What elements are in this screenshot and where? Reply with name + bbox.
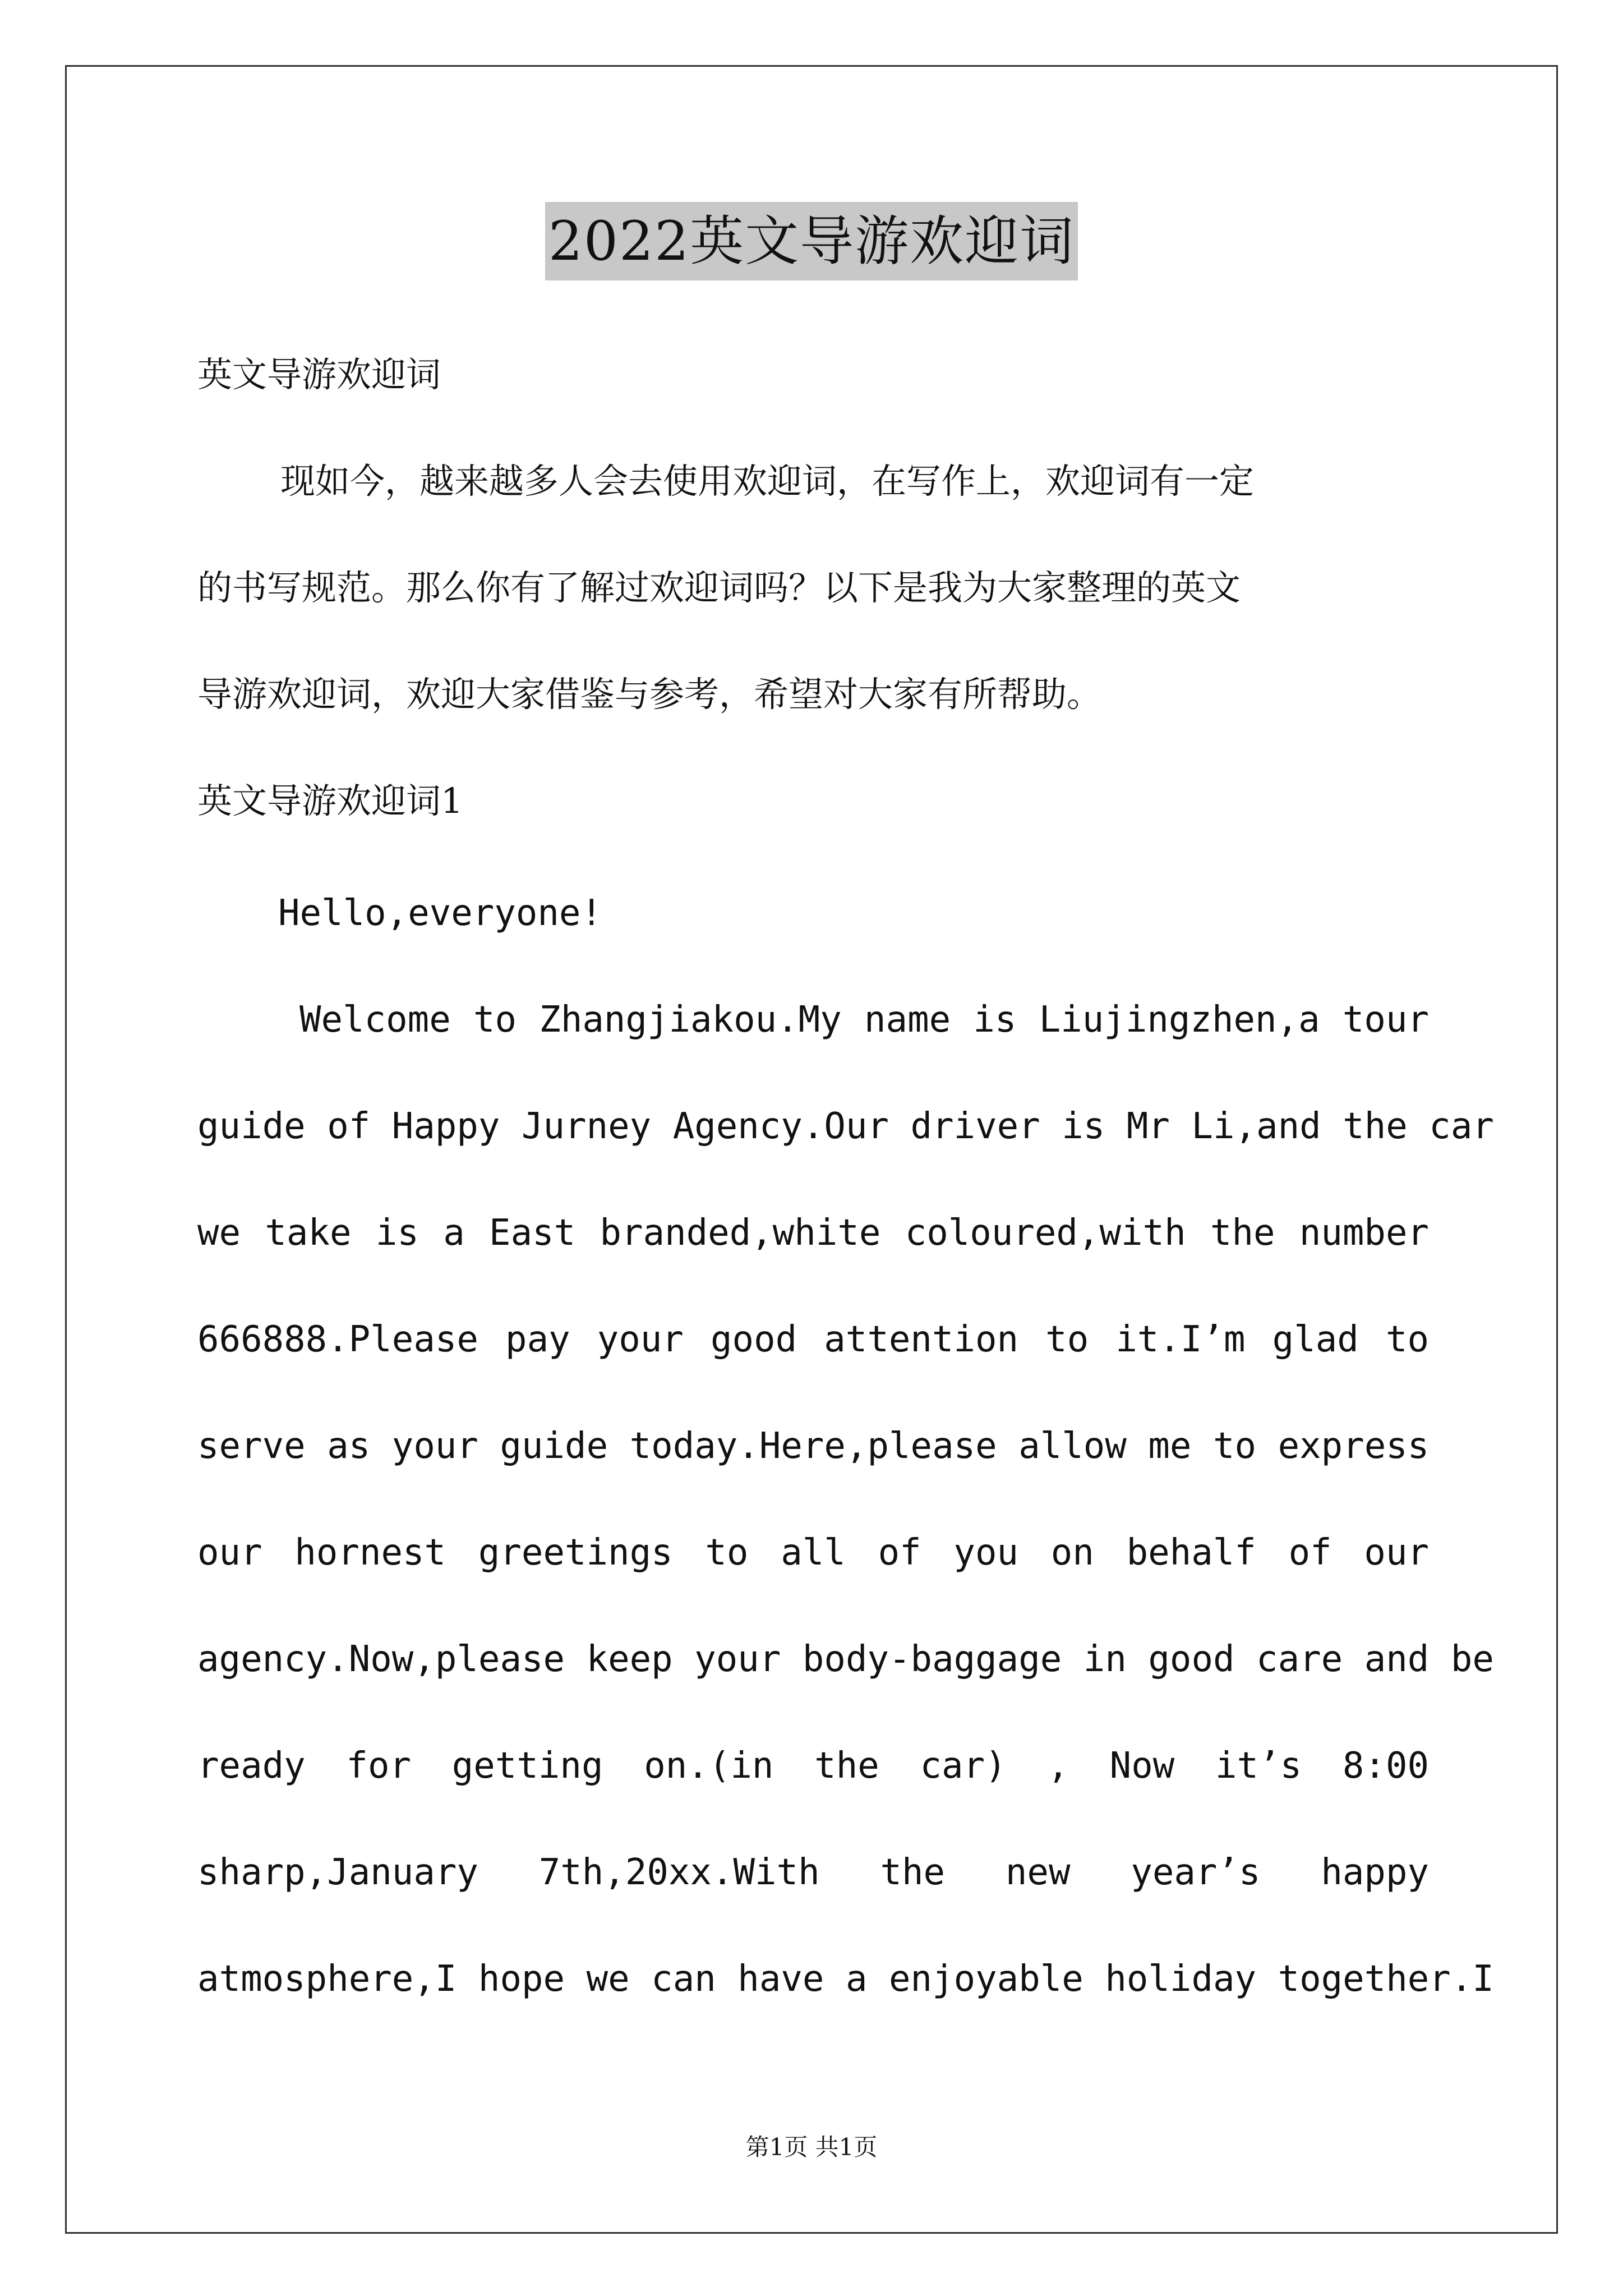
body-line-4: 666888.Please pay your good attention to it.I’m glad to	[197, 1319, 1429, 1360]
document-title: 2022英文导游欢迎词	[545, 202, 1078, 280]
body-line-5: serve as your guide today.Here,please allow me to express	[197, 1425, 1430, 1467]
body-line-3: we take is a East branded,white coloured,with the number	[197, 1212, 1429, 1254]
title-container	[0, 202, 1623, 280]
greeting-line: Hello,everyone!	[278, 892, 602, 934]
document-subtitle: 英文导游欢迎词	[197, 354, 441, 395]
intro-line-2: 的书写规范。那么你有了解过欢迎词吗？以下是我为大家整理的英文	[197, 567, 1241, 608]
body-line-10: atmosphere,I hope we can have a enjoyable holiday together.I	[197, 1958, 1494, 2000]
body-line-1: Welcome to Zhangjiakou.My name is Liujingzhen,a tour	[299, 999, 1429, 1041]
intro-line-1: 现如今，越来越多人会去使用欢迎词，在写作上，欢迎词有一定	[280, 461, 1255, 501]
body-line-2: guide of Happy Jurney Agency.Our driver is Mr Li,and the car	[197, 1106, 1494, 1147]
body-line-8: ready for getting on.(in the car) , Now it’s 8:00	[197, 1745, 1429, 1787]
body-line-6: our hornest greetings to all of you on behalf of our	[197, 1532, 1429, 1573]
body-line-9: sharp,January 7th,20xx.With the new year’s happy	[197, 1852, 1429, 1893]
section-heading: 英文导游欢迎词1	[197, 780, 463, 821]
body-line-7: agency.Now,please keep your body-baggage in good care and be	[197, 1639, 1494, 1680]
intro-line-3: 导游欢迎词，欢迎大家借鉴与参考，希望对大家有所帮助。	[197, 674, 1102, 715]
page-footer: 第1页 共1页	[745, 2133, 878, 2161]
